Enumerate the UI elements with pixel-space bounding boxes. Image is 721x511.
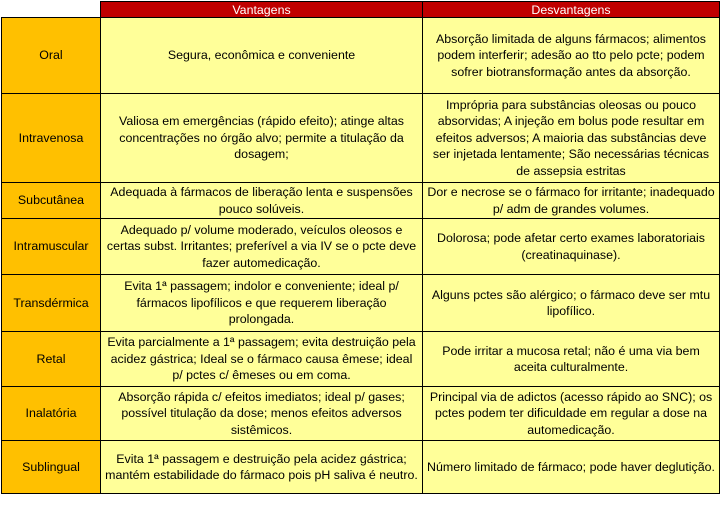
header-corner	[2, 2, 101, 18]
route-name: Sublingual	[2, 441, 101, 494]
table-row	[2, 332, 720, 387]
route-name: Oral	[2, 18, 101, 94]
advantages-cell: Valiosa em emergências (rápido efeito); atinge altas concentrações no órgão alvo; permite a titulação da dosagem;	[101, 94, 423, 183]
table-row	[2, 219, 720, 275]
advantages-cell: Segura, econômica e conveniente	[101, 18, 423, 94]
header-advantages: Vantagens	[101, 2, 423, 18]
disadvantages-cell: Dor e necrose se o fármaco for irritante; inadequado p/ adm de grandes volumes.	[423, 183, 720, 219]
table-row	[2, 183, 720, 219]
advantages-cell: Evita 1ª passagem; indolor e conveniente; ideal p/ fármacos lipofílicos e que requerem liberação prolongada.	[101, 275, 423, 332]
disadvantages-cell: Imprópria para substâncias oleosas ou pouco absorvidas; A injeção em bolus pode resultar em efeitos adversos; A maioria das substâncias deve ser injetada lentamente; São necessárias técnicas de assepsia estritas	[423, 94, 720, 183]
route-name: Intravenosa	[2, 94, 101, 183]
table-row	[2, 275, 720, 332]
disadvantages-cell: Principal via de adictos (acesso rápido ao SNC); os pctes podem ter dificuldade em regular a dose na automedicação.	[423, 387, 720, 441]
route-name: Subcutânea	[2, 183, 101, 219]
table-row	[2, 441, 720, 494]
disadvantages-cell: Dolorosa; pode afetar certo exames laboratoriais (creatinaquinase).	[423, 219, 720, 275]
advantages-cell: Adequado p/ volume moderado, veículos oleosos e certas subst. Irritantes; preferível a via IV se o pcte deve fazer automedicação.	[101, 219, 423, 275]
advantages-cell: Adequada à fármacos de liberação lenta e suspensões pouco solúveis.	[101, 183, 423, 219]
disadvantages-cell: Pode irritar a mucosa retal; não é uma via bem aceita culturalmente.	[423, 332, 720, 387]
table-row	[2, 18, 720, 94]
table-row	[2, 94, 720, 183]
route-name: Intramuscular	[2, 219, 101, 275]
route-name: Retal	[2, 332, 101, 387]
administration-routes-table	[1, 1, 720, 494]
route-name: Transdérmica	[2, 275, 101, 332]
advantages-cell: Evita parcialmente a 1ª passagem; evita destruição pela acidez gástrica; Ideal se o fármaco causa êmese; ideal p/ pctes c/ êmeses ou em coma.	[101, 332, 423, 387]
advantages-cell: Evita 1ª passagem e destruição pela acidez gástrica; mantém estabilidade do fármaco pois pH saliva é neutro.	[101, 441, 423, 494]
header-row	[2, 2, 720, 18]
route-name: Inalatória	[2, 387, 101, 441]
header-disadvantages: Desvantagens	[423, 2, 720, 18]
table-row	[2, 387, 720, 441]
routes-comparison-container	[1, 1, 720, 494]
disadvantages-cell: Alguns pctes são alérgico; o fármaco deve ser mtu lipofílico.	[423, 275, 720, 332]
disadvantages-cell: Número limitado de fármaco; pode haver deglutição.	[423, 441, 720, 494]
advantages-cell: Absorção rápida c/ efeitos imediatos; ideal p/ gases; possível titulação da dose; menos efeitos adversos sistêmicos.	[101, 387, 423, 441]
disadvantages-cell: Absorção limitada de alguns fármacos; alimentos podem interferir; adesão ao tto pelo pcte; podem sofrer biotransformação antes da absorção.	[423, 18, 720, 94]
